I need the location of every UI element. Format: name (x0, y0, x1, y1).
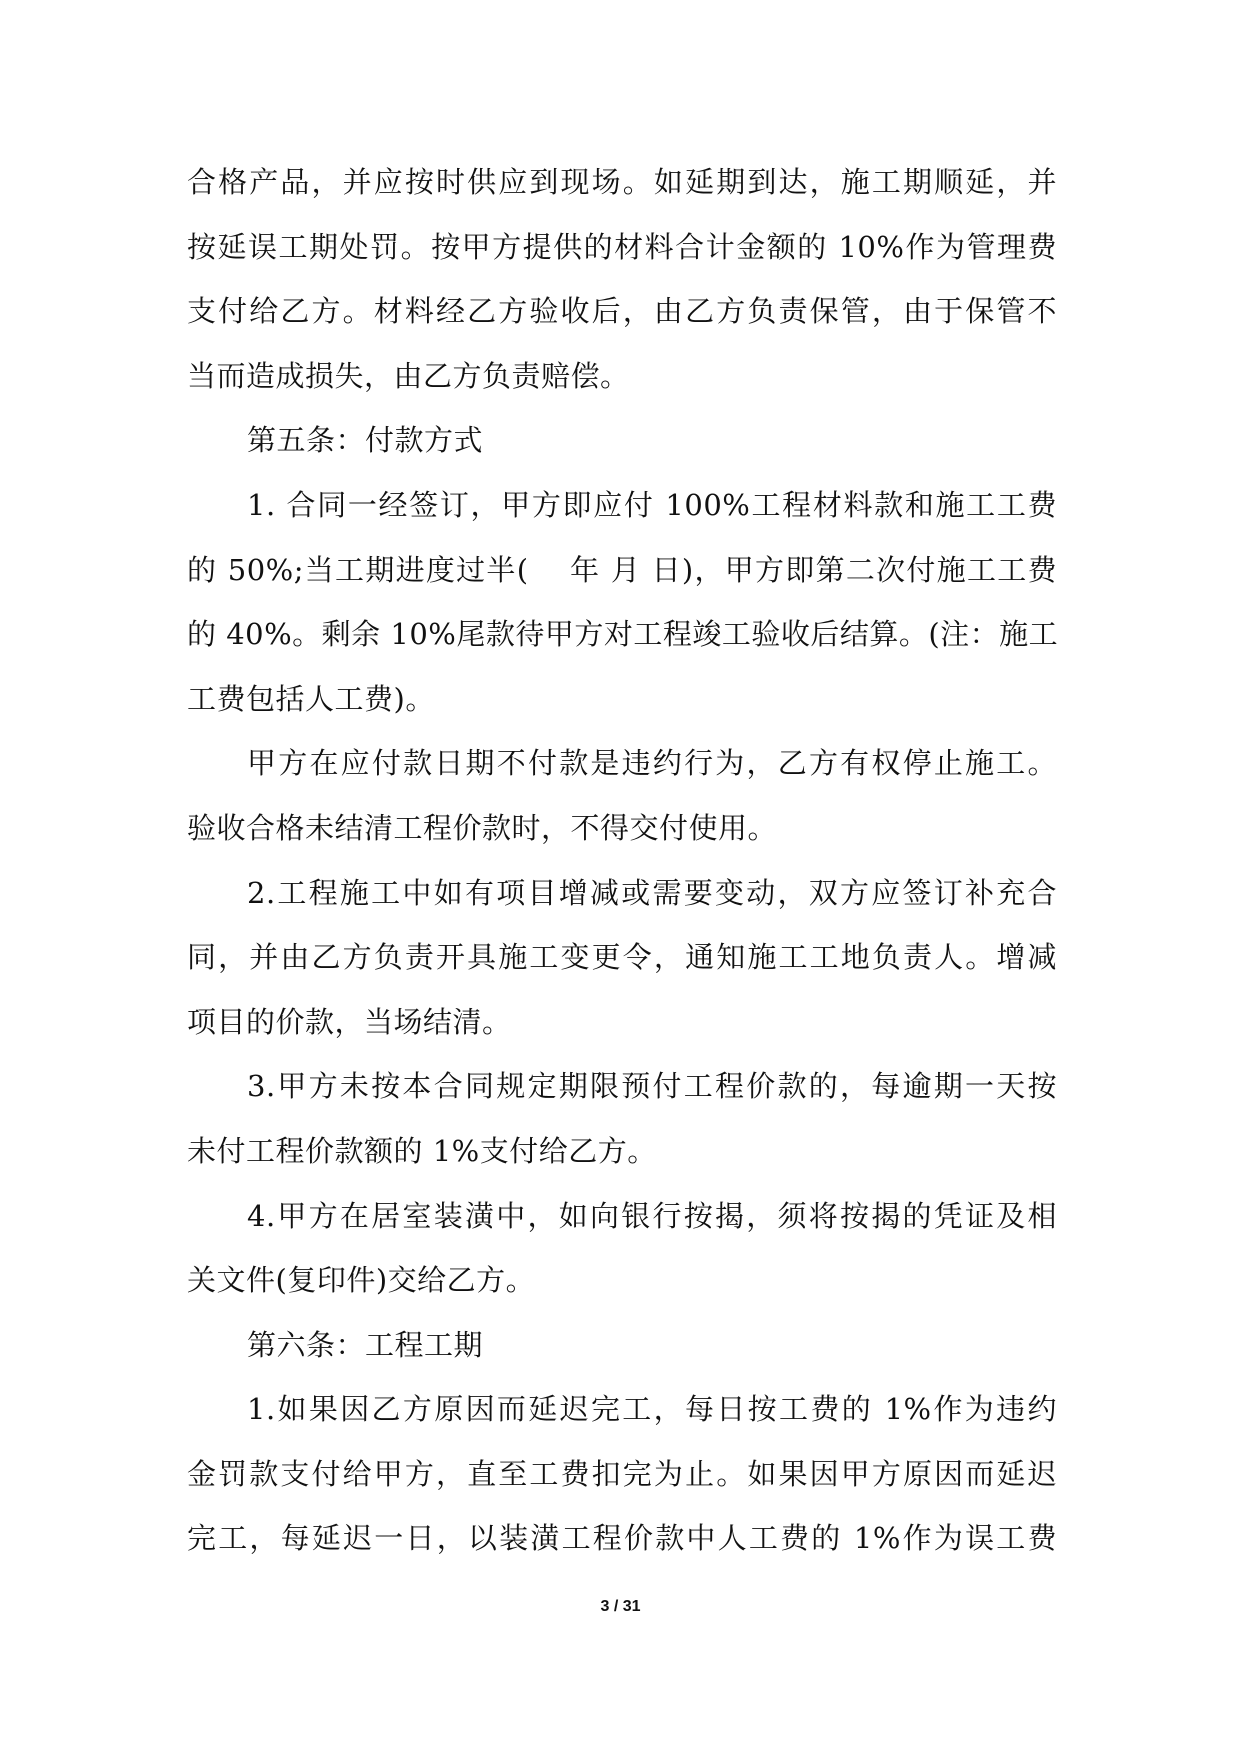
paragraph-line: 3.甲方未按本合同规定期限预付工程价款的，每逾期一天按 (247, 1069, 1057, 1104)
section-heading: 第六条：工程工期 (247, 1327, 484, 1362)
paragraph-line: 合格产品，并应按时供应到现场。如延期到达，施工期顺延，并 (187, 165, 1057, 199)
document-body (187, 150, 1057, 1571)
paragraph-line: 的 50%;当工期进度过半( 年 月 日)，甲方即第二次付施工工费 (187, 552, 1057, 587)
section-heading: 第五条：付款方式 (247, 423, 484, 458)
paragraph-line: 4.甲方在居室装潢中，如向银行按揭，须将按揭的凭证及相 (247, 1198, 1057, 1233)
paragraph-line: 当而造成损失，由乙方负责赔偿。 (187, 358, 630, 393)
paragraph-line: 未付工程价款额的 1%支付给乙方。 (187, 1133, 657, 1168)
paragraph-line: 2.工程施工中如有项目增减或需要变动，双方应签订补充合 (247, 875, 1057, 910)
page-number: 3 / 31 (600, 1598, 641, 1615)
paragraph-line: 完工，每延迟一日，以装潢工程价款中人工费的 1%作为误工费 (187, 1521, 1057, 1556)
paragraph-line: 同，并由乙方负责开具施工变更令，通知施工工地负责人。增减 (187, 940, 1057, 975)
paragraph-line: 按延误工期处罚。按甲方提供的材料合计金额的 10%作为管理费 (187, 229, 1057, 264)
paragraph-line: 关文件(复印件)交给乙方。 (187, 1263, 536, 1298)
paragraph-line: 验收合格未结清工程价款时，不得交付使用。 (187, 810, 778, 845)
paragraph-line: 支付给乙方。材料经乙方验收后，由乙方负责保管，由于保管不 (187, 294, 1057, 329)
paragraph-line: 1.如果因乙方原因而延迟完工，每日按工费的 1%作为违约 (247, 1392, 1057, 1427)
paragraph-line: 甲方在应付款日期不付款是违约行为，乙方有权停止施工。 (247, 746, 1057, 781)
paragraph-line: 金罚款支付给甲方，直至工费扣完为止。如果因甲方原因而延迟 (187, 1456, 1057, 1491)
paragraph-line: 工费包括人工费)。 (187, 681, 435, 716)
paragraph-line: 的 40%。剩余 10%尾款待甲方对工程竣工验收后结算。(注：施工 (187, 617, 1059, 652)
paragraph-line: 项目的价款，当场结清。 (187, 1004, 512, 1039)
paragraph-line: 1. 合同一经签订，甲方即应付 100%工程材料款和施工工费 (247, 487, 1057, 522)
